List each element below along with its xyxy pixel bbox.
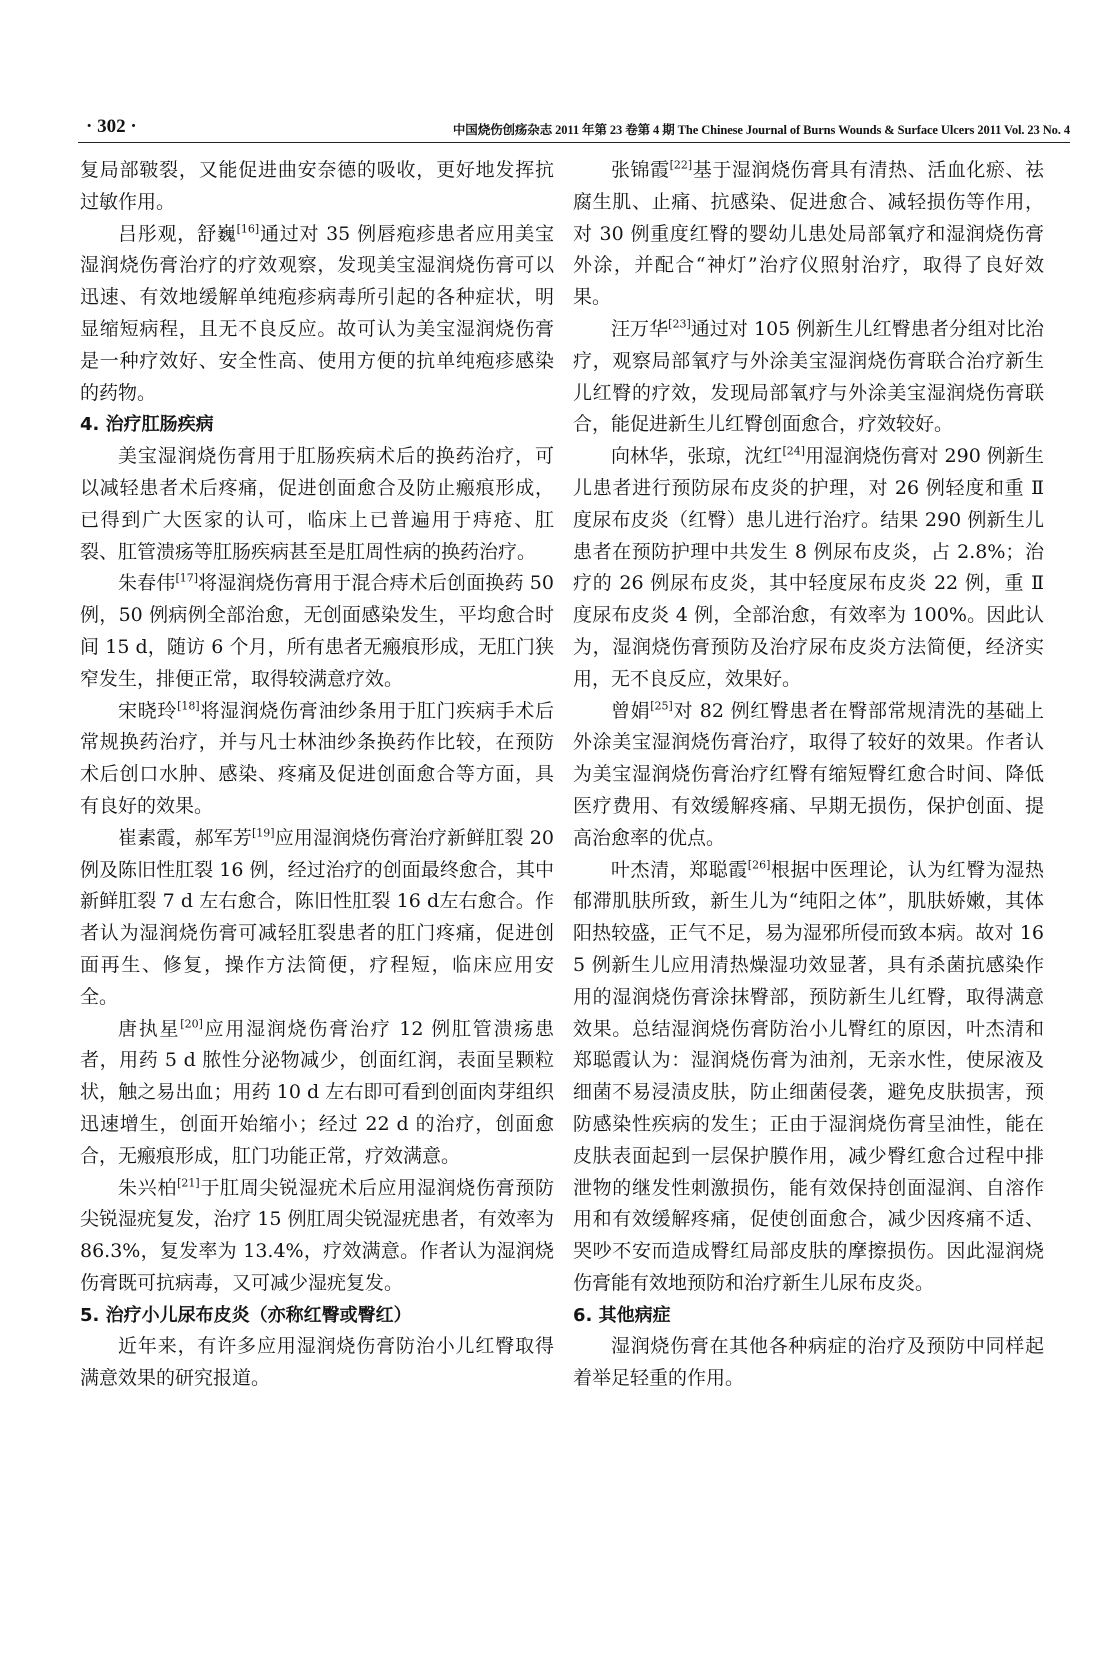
paragraph — [573, 855, 1044, 1300]
paragraph-text: 通过对 105 例新生儿红臀患者分组对比治疗，观察局部氧疗与外涂美宝湿润烧伤膏联合治疗新生儿红臀的疗效，发现局部氧疗与外涂美宝湿润烧伤膏联合，能促进新生儿红臀创面愈合，疗效较好。 — [573, 317, 1044, 436]
paragraph — [80, 1014, 554, 1173]
paragraph-text: 用湿润烧伤膏对 290 例新生儿患者进行预防尿布皮炎的护理，对 26 例轻度和重 Ⅱ 度尿布皮炎（红臀）患儿进行治疗。结果 290 例新生儿患者在预防护理中共发生 8 例尿布皮炎，占 2.8%；治疗的 26 例尿布皮炎，其中轻度尿布皮炎 22 例，重 Ⅱ 度尿布皮炎 4 例，全部治愈，有效率为 100%。因此认为，湿润烧伤膏预防及治疗尿布皮炎方法简便，经济实用，无不良反应，效果好。 — [573, 445, 1044, 690]
author-name: 汪万华 — [611, 317, 669, 340]
author-name: 张锦霞 — [611, 159, 670, 181]
page-number: · 302 · — [86, 116, 137, 137]
left-column — [80, 155, 554, 1395]
running-header — [78, 114, 1070, 143]
section-heading: 4. 治疗肛肠疾病 — [80, 414, 214, 436]
section-heading: 5. 治疗小儿尿布皮炎（亦称红臀或臀红） — [80, 1304, 412, 1326]
author-name: 曾娟 — [611, 699, 651, 722]
paragraph — [80, 823, 554, 1014]
paragraph-text: 应用湿润烧伤膏治疗新鲜肛裂 20 例及陈旧性肛裂 16 例，经过治疗的创面最终愈合，其中新鲜肛裂 7 d 左右愈合，陈旧性肛裂 16 d左右愈合。作者认为湿润烧伤膏可减轻肛裂患者的肛门疼痛，促进创面再生、修复，操作方法简便，疗程短，临床应用安全。 — [80, 826, 554, 1008]
paragraph: 复局部皲裂，又能促进曲安奈德的吸收，更好地发挥抗过敏作用。 — [80, 159, 554, 213]
reference-marker: [16] — [236, 221, 260, 235]
journal-citation: 中国烧伤创疡杂志 2011 年第 23 卷第 4 期 The Chinese Journal of Burns Wounds & Surface Ulcers 2011 Vol. 23 No. 4 — [452, 123, 1070, 137]
paragraph-text: 应用湿润烧伤膏治疗 12 例肛管溃疡患者，用药 5 d 脓性分泌物减少，创面红润，表面呈颗粒状，触之易出血；用药 10 d 左右即可看到创面肉芽组织迅速增生，创面开始缩小；经过 22 d 的治疗，创面愈合，无瘢痕形成，肛门功能正常，疗效满意。 — [80, 1017, 554, 1167]
paragraph — [573, 314, 1044, 441]
author-name: 朱兴柏 — [118, 1176, 178, 1199]
paragraph — [80, 696, 554, 823]
paragraph: 近年来，有许多应用湿润烧伤膏防治小儿红臀取得满意效果的研究报道。 — [80, 1335, 554, 1390]
paragraph — [80, 1173, 554, 1300]
reference-marker: [23] — [668, 317, 691, 331]
reference-marker: [21] — [177, 1175, 200, 1189]
paragraph — [573, 441, 1044, 695]
paragraph-text: 将湿润烧伤膏用于混合痔术后创面换药 50 例，50 例病例全部治愈，无创面感染发生，平均愈合时间 15 d，随访 6 个月，所有患者无瘢痕形成，无肛门狭窄发生，排便正常，取得较满意疗效。 — [80, 572, 554, 690]
author-name: 向林华，张琼，沈红 — [611, 445, 783, 468]
author-name: 吕彤观，舒巍 — [118, 222, 237, 245]
reference-marker: [19] — [252, 826, 275, 840]
paragraph-text: 对 82 例红臀患者在臀部常规清洗的基础上外涂美宝湿润烧伤膏治疗，取得了较好的效果。作者认为美宝湿润烧伤膏治疗红臀有缩短臀红愈合时间、降低医疗费用、有效缓解疼痛、早期无损伤，保护创面、提高治愈率的优点。 — [573, 699, 1044, 849]
paragraph-text: 通过对 35 例唇疱疹患者应用美宝湿润烧伤膏治疗的疗效观察，发现美宝湿润烧伤膏可以迅速、有效地缓解单纯疱疹病毒所引起的各种症状，明显缩短病程，且无不良反应。故可认为美宝湿润烧伤膏是一种疗效好、安全性高、使用方便的抗单纯疱疹感染的药物。 — [80, 222, 554, 404]
reference-marker: [20] — [180, 1016, 203, 1030]
paragraph-text: 基于湿润烧伤膏具有清热、活血化瘀、祛腐生肌、止痛、抗感染、促进愈合、减轻损伤等作用，对 30 例重度红臀的婴幼儿患处局部氧疗和湿润烧伤膏外涂，并配合“神灯”治疗仪照射治疗，取得了良好效果。 — [573, 159, 1044, 309]
paragraph-text: 将湿润烧伤膏油纱条用于肛门疾病手术后常规换药治疗，并与凡士林油纱条换药作比较，在预防术后创口水肿、感染、疼痛及促进创面愈合等方面，具有良好的效果。 — [80, 699, 554, 817]
reference-marker: [24] — [782, 444, 806, 458]
author-name: 叶杰清，郑聪霞 — [611, 858, 748, 881]
reference-marker: [26] — [747, 857, 771, 871]
paragraph-text: 于肛周尖锐湿疣术后应用湿润烧伤膏预防尖锐湿疣复发，治疗 15 例肛周尖锐湿疣患者，有效率为 86.3%，复发率为 13.4%，疗效满意。作者认为湿润烧伤膏既可抗病毒，又可减少湿疣复发。 — [80, 1176, 554, 1294]
paragraph: 美宝湿润烧伤膏用于肛肠疾病术后的换药治疗，可以减轻患者术后疼痛，促进创面愈合及防止瘢痕形成，已得到广大医家的认可，临床上已普遍用于痔疮、肛裂、肛管溃疡等肛肠疾病甚至是肛周性病的换药治疗。 — [80, 445, 554, 563]
paragraph — [573, 155, 1044, 314]
reference-marker: [25] — [650, 698, 673, 712]
paragraph-text: 根据中医理论，认为红臀为湿热郁滞肌肤所致，新生儿为“纯阳之体”，肌肤娇嫩，其体阳热较盛，正气不足，易为湿邪所侵而致本病。故对 165 例新生儿应用清热燥湿功效显著，具有杀菌抗感染作用的湿润烧伤膏涂抹臀部，预防新生儿红臀，取得满意效果。总结湿润烧伤膏防治小儿臀红的原因，叶杰清和郑聪霞认为：湿润烧伤膏为油剂，无亲水性，使尿液及细菌不易浸渍皮肤，防止细菌侵袭，避免皮肤损害，预防感染性疾病的发生；正由于湿润烧伤膏呈油性，能在皮肤表面起到一层保护膜作用，减少臀红愈合过程中排泄物的继发性刺激损伤，能有效保持创面湿润、自溶作用和有效缓解疼痛，促使创面愈合，减少因疼痛不适、哭吵不安而造成臀红局部皮肤的摩擦损伤。因此湿润烧伤膏能有效地预防和治疗新生儿尿布皮炎。 — [573, 858, 1044, 1294]
reference-marker: [22] — [669, 158, 693, 172]
reference-marker: [17] — [175, 571, 199, 585]
author-name: 朱春伟 — [118, 572, 176, 595]
paragraph — [80, 219, 554, 410]
section-heading: 6. 其他病症 — [573, 1304, 671, 1326]
paragraph — [80, 568, 554, 695]
author-name: 宋晓玲 — [118, 699, 178, 722]
author-name: 唐执星 — [118, 1017, 181, 1040]
right-column — [573, 155, 1044, 1395]
paragraph — [573, 696, 1044, 855]
paragraph: 湿润烧伤膏在其他各种病症的治疗及预防中同样起着举足轻重的作用。 — [573, 1335, 1044, 1390]
author-name: 崔素霞，郝军芳 — [118, 826, 253, 849]
reference-marker: [18] — [177, 698, 200, 712]
